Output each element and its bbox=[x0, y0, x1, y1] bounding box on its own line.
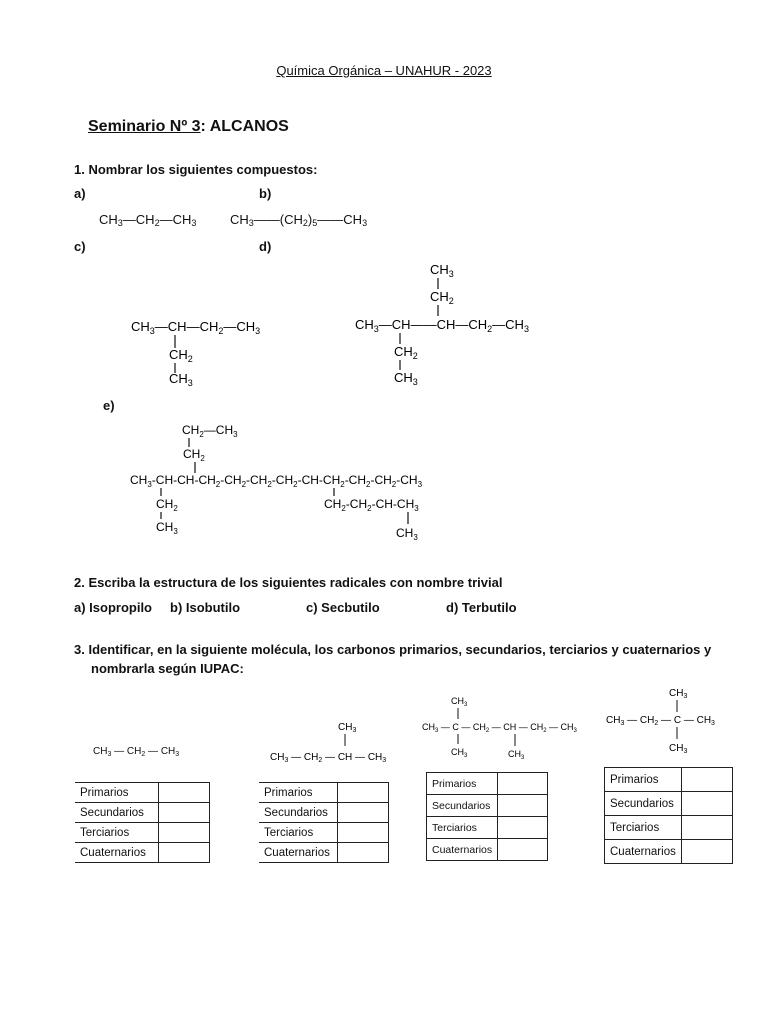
molecule-2-structure bbox=[270, 718, 400, 768]
row-primarios: Primarios bbox=[259, 783, 338, 803]
question-3: 3. Identificar, en la siguiente molécula, los carbonos primarios, secundarios, terciarios y cuaternarios y bbox=[74, 642, 712, 657]
answer-cell[interactable] bbox=[159, 823, 210, 843]
row-secundarios: Secundarios bbox=[259, 803, 338, 823]
svg-text:CH3: $CH_3$ bbox=[508, 749, 525, 761]
svg-text:CH3: $CH_3$ bbox=[396, 526, 418, 542]
row-terciarios: Terciarios bbox=[75, 823, 159, 843]
svg-text:CH3 — CH2 — CH — CH3: $CH_3$ — $CH_2$ — CH — $CH_3$ bbox=[270, 752, 387, 764]
question-3-line2: nombrarla según IUPAC: bbox=[91, 661, 244, 676]
answer-cell[interactable] bbox=[338, 783, 389, 803]
svg-text:CH3—CH—CH2—CH3: $CH_3—CH—CH_2—CH_3$ bbox=[131, 319, 261, 336]
answer-cell[interactable] bbox=[682, 768, 733, 792]
row-terciarios: Terciarios bbox=[259, 823, 338, 843]
compound-c-structure bbox=[128, 315, 278, 390]
answer-cell[interactable] bbox=[159, 783, 210, 803]
row-terciarios: Terciarios bbox=[605, 816, 682, 840]
compound-a-formula: $CH_3—CH_2—CH_3$ bbox=[99, 212, 197, 228]
svg-text:CH2-CH2-CH-CH3: $CH_2-CH_2-CH-CH_3$ bbox=[324, 497, 419, 513]
row-secundarios: Secundarios bbox=[75, 803, 159, 823]
radical-isobutilo: b) Isobutilo bbox=[170, 600, 241, 615]
classification-table-4 bbox=[604, 767, 733, 864]
row-cuaternarios: Cuaternarios bbox=[605, 840, 682, 864]
label-a: a) bbox=[74, 186, 86, 201]
radical-terbutilo: d) Terbutilo bbox=[446, 600, 517, 615]
molecule-3-structure bbox=[422, 692, 592, 762]
svg-text:CH2: $CH_2$ bbox=[169, 347, 193, 364]
svg-text:CH2: $CH_2$ bbox=[156, 497, 178, 513]
course-header: Química Orgánica – UNAHUR - 2023 bbox=[276, 63, 492, 78]
svg-text:CH3: $CH_3$ bbox=[669, 688, 688, 700]
radical-secbutilo: c) Secbutilo bbox=[306, 600, 380, 615]
answer-cell[interactable] bbox=[682, 816, 733, 840]
title-seminar: Seminario Nº 3 bbox=[88, 118, 201, 135]
compound-b-formula: $CH_3——(CH_2)_5——CH_3$ bbox=[230, 212, 368, 228]
row-secundarios: Secundarios bbox=[605, 792, 682, 816]
svg-text:CH3: $CH_3$ bbox=[169, 371, 193, 388]
molecule-4-structure bbox=[606, 686, 726, 756]
answer-cell[interactable] bbox=[338, 803, 389, 823]
row-cuaternarios: Cuaternarios bbox=[427, 839, 498, 861]
compound-d-structure bbox=[352, 258, 552, 388]
title-topic: : ALCANOS bbox=[200, 118, 289, 135]
svg-text:CH3: $CH_3$ bbox=[394, 370, 418, 387]
svg-text:CH3-CH-CH-CH2-CH2-CH2-CH2-CH-C: $CH_3-CH-CH-CH_2-CH_2-CH_2-CH_2-CH-CH_2-CH_2-CH_2-CH_3$ bbox=[130, 473, 423, 489]
row-cuaternarios: Cuaternarios bbox=[259, 843, 338, 863]
question-1: 1. Nombrar los siguientes compuestos: bbox=[74, 162, 318, 177]
svg-text:CH3: $CH_3$ bbox=[451, 696, 468, 708]
svg-text:CH3—CH——CH—CH2—CH3: $CH_3—CH——CH—CH_2—CH_3$ bbox=[355, 317, 529, 334]
row-primarios: Primarios bbox=[605, 768, 682, 792]
label-d: d) bbox=[259, 239, 272, 254]
answer-cell[interactable] bbox=[682, 792, 733, 816]
answer-cell[interactable] bbox=[498, 817, 548, 839]
row-primarios: Primarios bbox=[427, 773, 498, 795]
question-2: 2. Escriba la estructura de los siguientes radicales con nombre trivial bbox=[74, 575, 503, 590]
answer-cell[interactable] bbox=[498, 773, 548, 795]
svg-text:CH3: $CH_3$ bbox=[669, 743, 688, 755]
answer-cell[interactable] bbox=[498, 839, 548, 861]
compound-e-structure bbox=[128, 420, 498, 542]
answer-cell[interactable] bbox=[338, 843, 389, 863]
classification-table-1 bbox=[75, 782, 210, 863]
label-c: c) bbox=[74, 239, 86, 254]
answer-cell[interactable] bbox=[159, 843, 210, 863]
classification-table-3 bbox=[426, 772, 548, 861]
svg-text:CH2—CH3: $CH_2—CH_3$ bbox=[182, 423, 238, 439]
radical-isopropilo: a) Isopropilo bbox=[74, 600, 152, 615]
row-cuaternarios: Cuaternarios bbox=[75, 843, 159, 863]
svg-text:CH3: $CH_3$ bbox=[451, 747, 468, 759]
svg-text:CH2: $CH_2$ bbox=[183, 447, 205, 463]
svg-text:CH3: $CH_3$ bbox=[338, 722, 357, 734]
label-e: e) bbox=[103, 398, 115, 413]
page-title bbox=[88, 118, 289, 136]
svg-text:CH3 — C — CH2 — CH — CH2 — CH3: $CH_3$ — C — $CH_2$ — CH — $CH_2$ — $CH_3$ bbox=[422, 722, 577, 734]
answer-cell[interactable] bbox=[159, 803, 210, 823]
row-primarios: Primarios bbox=[75, 783, 159, 803]
label-b: b) bbox=[259, 186, 272, 201]
molecule-1-formula: $CH_3$ — $CH_2$ — $CH_3$ bbox=[93, 746, 180, 758]
answer-cell[interactable] bbox=[338, 823, 389, 843]
row-secundarios: Secundarios bbox=[427, 795, 498, 817]
classification-table-2 bbox=[259, 782, 389, 863]
svg-text:CH2: $CH_2$ bbox=[394, 344, 418, 361]
svg-text:CH3 — CH2 — C — CH3: $CH_3$ — $CH_2$ — C — $CH_3$ bbox=[606, 715, 715, 727]
svg-text:CH2: $CH_2$ bbox=[430, 289, 454, 306]
answer-cell[interactable] bbox=[498, 795, 548, 817]
svg-text:CH3: $CH_3$ bbox=[430, 262, 454, 279]
row-terciarios: Terciarios bbox=[427, 817, 498, 839]
svg-text:CH3: $CH_3$ bbox=[156, 520, 178, 536]
answer-cell[interactable] bbox=[682, 840, 733, 864]
